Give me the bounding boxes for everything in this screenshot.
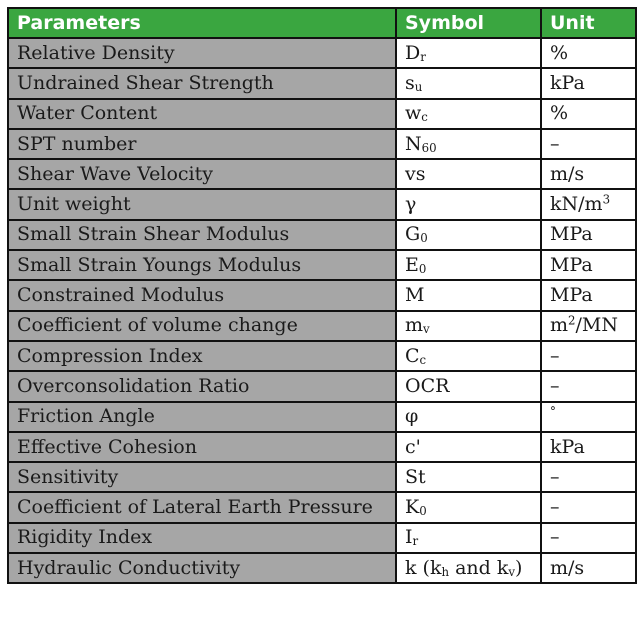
parameter-cell: Friction Angle: [8, 402, 396, 432]
unit-cell: [541, 402, 636, 432]
parameter-cell: Effective Cohesion: [8, 432, 396, 462]
parameter-cell: SPT number: [8, 129, 396, 159]
unit-cell: [541, 38, 636, 68]
text-part: –: [550, 132, 560, 155]
text-part: and k: [449, 556, 509, 579]
table-body: [8, 38, 636, 583]
text-part: –: [550, 344, 560, 367]
header-symbol: Symbol: [396, 8, 541, 38]
parameters-table: [7, 7, 637, 584]
unit-cell: [541, 523, 636, 553]
symbol-cell: [396, 462, 541, 492]
text-part: m: [550, 314, 569, 337]
symbol-cell: [396, 341, 541, 371]
sub-text: 60: [421, 140, 437, 155]
text-part: M: [405, 284, 425, 307]
parameter-cell: Constrained Modulus: [8, 280, 396, 310]
unit-cell: [541, 371, 636, 401]
table-row: [8, 159, 636, 189]
text-part: k (k: [405, 556, 442, 579]
text-part: w: [405, 102, 422, 125]
symbol-cell: [396, 371, 541, 401]
text-part: MPa: [550, 223, 593, 246]
text-part: m: [405, 314, 424, 337]
text-part: kN/m: [550, 193, 603, 216]
sub-text: v: [423, 322, 430, 337]
text-part: m/s: [550, 162, 585, 185]
table-row: [8, 462, 636, 492]
symbol-cell: [396, 250, 541, 280]
unit-cell: [541, 129, 636, 159]
symbol-cell: [396, 280, 541, 310]
unit-cell: [541, 432, 636, 462]
symbol-cell: [396, 159, 541, 189]
sub-text: 0: [420, 231, 428, 246]
text-part: –: [550, 374, 560, 397]
symbol-cell: [396, 402, 541, 432]
sup-text: 3: [602, 192, 611, 207]
unit-cell: [541, 250, 636, 280]
text-part: %: [550, 41, 569, 64]
symbol-cell: [396, 129, 541, 159]
table-row: [8, 492, 636, 522]
sub-text: 0: [418, 261, 427, 276]
table-row: [8, 553, 636, 583]
table-row: [8, 341, 636, 371]
text-part: OCR: [405, 374, 450, 397]
sup-text: °: [550, 404, 556, 419]
text-part: φ: [405, 405, 419, 428]
table-row: [8, 402, 636, 432]
symbol-cell: [396, 523, 541, 553]
unit-cell: [541, 159, 636, 189]
unit-cell: [541, 462, 636, 492]
parameter-cell: Unit weight: [8, 189, 396, 219]
text-part: St: [405, 465, 426, 488]
text-part: N: [405, 132, 422, 155]
parameter-cell: Small Strain Shear Modulus: [8, 220, 396, 250]
symbol-cell: [396, 220, 541, 250]
header-row: [8, 8, 636, 38]
parameter-cell: Coefficient of Lateral Earth Pressure: [8, 492, 396, 522]
parameter-cell: Sensitivity: [8, 462, 396, 492]
unit-cell: [541, 553, 636, 583]
sub-text: r: [420, 49, 426, 64]
text-part: c': [405, 435, 421, 458]
text-part: ): [515, 556, 523, 579]
symbol-cell: [396, 38, 541, 68]
table-row: [8, 220, 636, 250]
text-part: C: [405, 344, 420, 367]
text-part: kPa: [550, 71, 585, 94]
parameter-cell: Rigidity Index: [8, 523, 396, 553]
text-part: %: [550, 102, 569, 125]
text-part: s: [405, 71, 415, 94]
text-part: MPa: [550, 253, 593, 276]
table-row: [8, 129, 636, 159]
symbol-cell: [396, 311, 541, 341]
unit-cell: [541, 68, 636, 98]
sub-text: c: [419, 352, 427, 367]
sup-text: 2: [568, 313, 576, 328]
text-part: E: [405, 253, 419, 276]
parameter-cell: Relative Density: [8, 38, 396, 68]
sub-text: 0: [419, 503, 427, 518]
unit-cell: [541, 311, 636, 341]
unit-cell: [541, 341, 636, 371]
unit-cell: [541, 220, 636, 250]
symbol-cell: [396, 553, 541, 583]
header-unit: Unit: [541, 8, 636, 38]
text-part: –: [550, 465, 560, 488]
symbol-cell: [396, 68, 541, 98]
sub-text: h: [441, 564, 450, 579]
table-row: [8, 371, 636, 401]
table-row: [8, 280, 636, 310]
parameter-cell: Hydraulic Conductivity: [8, 553, 396, 583]
table-row: [8, 189, 636, 219]
unit-cell: [541, 492, 636, 522]
text-part: G: [405, 223, 421, 246]
text-part: –: [550, 526, 560, 549]
table-row: [8, 311, 636, 341]
symbol-cell: [396, 432, 541, 462]
sub-text: v: [508, 564, 516, 579]
parameter-cell: Small Strain Youngs Modulus: [8, 250, 396, 280]
text-part: kPa: [550, 435, 585, 458]
unit-cell: [541, 189, 636, 219]
table-row: [8, 38, 636, 68]
parameter-cell: Undrained Shear Strength: [8, 68, 396, 98]
symbol-cell: [396, 492, 541, 522]
parameter-cell: Shear Wave Velocity: [8, 159, 396, 189]
parameter-cell: Compression Index: [8, 341, 396, 371]
sub-text: r: [412, 534, 419, 549]
sub-text: u: [414, 79, 423, 94]
text-part: K: [405, 496, 420, 519]
symbol-cell: [396, 99, 541, 129]
symbol-cell: [396, 189, 541, 219]
table-row: [8, 523, 636, 553]
text-part: D: [405, 41, 421, 64]
unit-cell: [541, 99, 636, 129]
text-part: vs: [405, 162, 426, 185]
table-row: [8, 99, 636, 129]
parameter-cell: Water Content: [8, 99, 396, 129]
text-part: /MN: [575, 314, 619, 337]
table-row: [8, 432, 636, 462]
text-part: γ: [405, 193, 417, 216]
text-part: MPa: [550, 284, 593, 307]
parameter-cell: Overconsolidation Ratio: [8, 371, 396, 401]
text-part: I: [405, 526, 413, 549]
text-part: m/s: [550, 556, 585, 579]
table-row: [8, 250, 636, 280]
table-row: [8, 68, 636, 98]
text-part: –: [550, 496, 560, 519]
parameter-cell: Coefficient of volume change: [8, 311, 396, 341]
sub-text: c: [421, 110, 428, 124]
unit-cell: [541, 280, 636, 310]
header-parameters: Parameters: [8, 8, 396, 38]
